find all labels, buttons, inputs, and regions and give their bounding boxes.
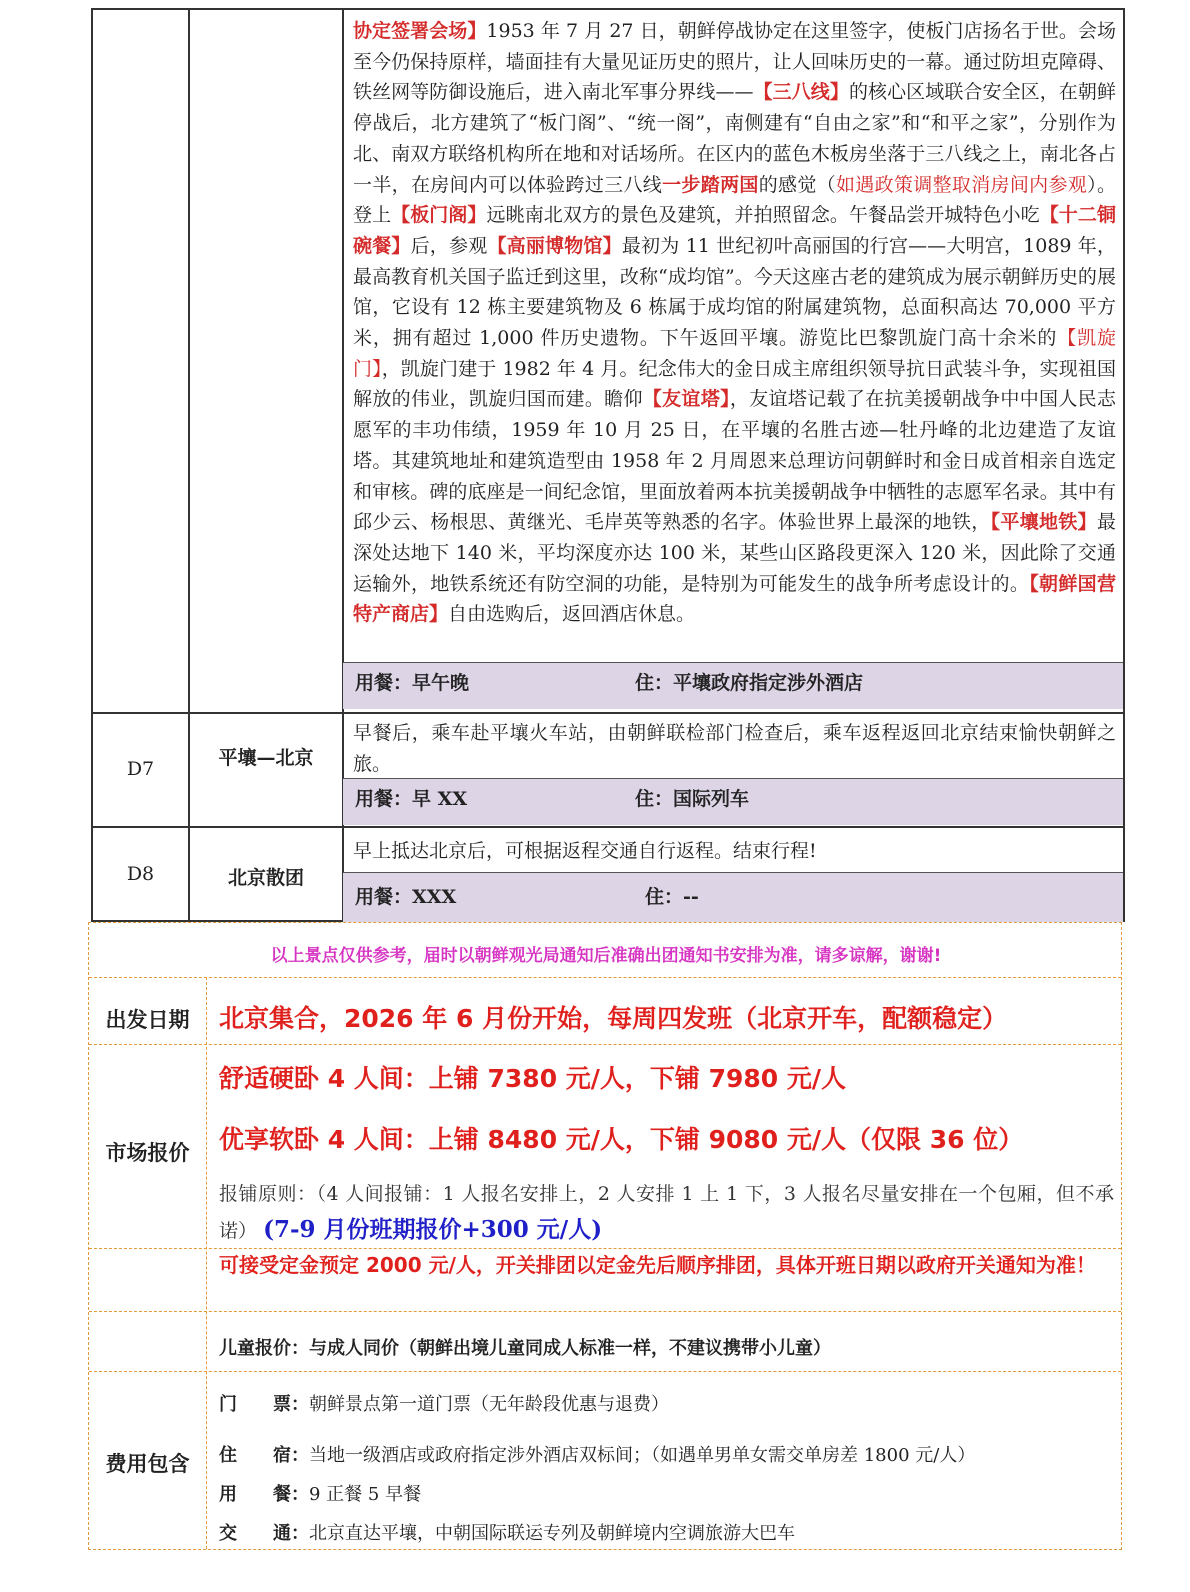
day7-label: D7 <box>126 758 155 780</box>
body-text: ，凯旋门建于 1982 年 4 月。纪念伟大的金日成主席组织领导抗日武装斗争，实现祖国解放的伟业，凯旋归国而建。瞻仰 <box>353 357 1116 411</box>
day7-meal: 用餐：早 XX <box>355 788 468 810</box>
day8-meal: 用餐：XXX <box>355 886 457 908</box>
market-price-label: 市场报价 <box>105 1140 190 1165</box>
highlight-text: 【朝鲜国营特产商店】 <box>353 572 1116 626</box>
berth-rule <box>219 1176 1114 1249</box>
day7-stay: 住：国际列车 <box>635 788 750 810</box>
day8-route: 北京散团 <box>227 867 304 889</box>
day7-description: 早餐后，乘车赴平壤火车站，由朝鲜联检部门检查后，乘车返程返回北京结束愉快朝鲜之旅。 <box>353 722 1116 775</box>
day8-stay: 住：-- <box>645 886 699 908</box>
body-text: 自由选购后，返回酒店休息。 <box>448 603 696 626</box>
day8-meal-bar <box>343 873 1123 922</box>
highlight-text: 【平壤地铁】 <box>990 511 1097 534</box>
includes-item-meals: 用 餐：9 正餐 5 早餐 <box>219 1484 422 1505</box>
day6-description <box>353 16 1116 630</box>
highlight-text: 如遇政策调整取消房间内参观 <box>835 173 1088 196</box>
highlight-text: 【三八线】 <box>753 81 849 104</box>
day6-meal: 用餐：早午晚 <box>355 672 470 694</box>
row-divider <box>89 1371 1121 1372</box>
column-divider <box>206 977 207 1549</box>
child-price: 儿童报价：与成人同价（朝鲜出境儿童同成人标准一样，不建议携带小儿童） <box>219 1338 831 1359</box>
reference-note: 以上景点仅供参考，届时以朝鲜观光局通知后准确出团通知书安排为准，请多谅解，谢谢! <box>270 946 942 966</box>
highlight-text: 协定签署会场】 <box>353 20 487 42</box>
includes-item-hotel: 住 宿：当地一级酒店或政府指定涉外酒店双标间；（如遇单男单女需交单房差 1800 元/人） <box>219 1445 976 1466</box>
departure-label: 出发日期 <box>105 1007 190 1032</box>
row-divider <box>89 1311 1121 1312</box>
berth-rule-text: 报铺原则：（4 人间报铺：1 人报名安排上，2 人安排 1 上 1 下，3 人报名尽量安排在一个包厢，但不承诺） <box>219 1183 1114 1242</box>
column-divider <box>188 10 190 920</box>
highlight-text: 【十二铜碗餐】 <box>353 204 1116 257</box>
day6-stay: 住：平壤政府指定涉外酒店 <box>635 672 864 694</box>
body-text: 的核心区域联合安全区，在朝鲜停战后，北方建筑了“板门阁”、“统一阁”，南侧建有“自由之家”和“和平之家”，分别作为北、南双方联络机构所在地和对话场所。在区内的蓝色木板房坐落于三八线之上，南北各占一半，在房间内可以体验跨过三八线 <box>353 81 1116 196</box>
price-hard-sleeper: 舒适硬卧 4 人间：上铺 7380 元/人，下铺 7980 元/人 <box>219 1064 847 1093</box>
highlight-text: 一步踏两国 <box>662 173 759 196</box>
body-text: ）。登上 <box>353 173 1116 227</box>
highlight-text: 【友谊塔】 <box>642 388 730 411</box>
itinerary-table <box>91 8 1125 922</box>
deposit-note: 可接受定金预定 2000 元/人，开关排团以定金先后顺序排团，具体开班日期以政府开关通知为准！ <box>219 1253 1096 1277</box>
departure-info: 北京集合，2026 年 6 月份开始，每周四发班（北京开车，配额稳定） <box>219 1004 1008 1033</box>
highlight-text: 【凯旋门】 <box>353 327 1116 380</box>
highlight-text: 【高丽博物馆】 <box>487 234 622 257</box>
row-divider <box>89 977 1121 978</box>
includes-item-ticket: 门 票：朝鲜景点第一道门票（无年龄段优惠与退费） <box>219 1394 669 1415</box>
pricing-table <box>88 922 1122 1550</box>
summer-surcharge: (7-9 月份班期报价+300 元/人) <box>263 1216 603 1243</box>
row-divider <box>89 1248 1121 1249</box>
day7-route: 平壤—北京 <box>218 747 314 769</box>
day6-meal-bar <box>343 663 1123 709</box>
body-text: 后，参观 <box>410 234 488 257</box>
price-soft-sleeper: 优享软卧 4 人间：上铺 8480 元/人，下铺 9080 元/人（仅限 36 位） <box>219 1125 1024 1154</box>
row-divider <box>93 826 1123 828</box>
row-divider <box>89 1044 1121 1045</box>
body-text: 最深处达地下 140 米，平均深度亦达 100 米，某些山区路段更深入 120 米，因此除了交通运输外，地铁系统还有防空洞的功能，是特别为可能发生的战争所考虑设计的。 <box>353 511 1116 595</box>
row-divider <box>93 712 1123 714</box>
highlight-text: 【板门阁】 <box>391 204 487 227</box>
body-text: 最初为 11 世纪初叶高丽国的行宫——大明宫，1089 年，最高教育机关国子监迁到这里，改称“成均馆”。今天这座古老的建筑成为展示朝鲜历史的展馆，它设有 12 栋主要建筑物及 6 栋属于成均馆的附属建筑物，总面积高达 70,000 平方米，拥有超过 1,000 件历史遗物。下午返回平壤。游览比巴黎凯旋门高十余米的 <box>353 234 1116 350</box>
includes-item-transport: 交 通：北京直达平壤，中朝国际联运专列及朝鲜境内空调旅游大巴车 <box>219 1523 795 1544</box>
body-text: 1953 年 7 月 27 日，朝鲜停战协定在这里签字，使板门店扬名于世。会场至今仍保持原样，墙面挂有大量见证历史的照片，让人回味历史的一幕。通过防坦克障碍、铁丝网等防御设施后，进入南北军事分界线—— <box>353 20 1116 104</box>
body-text: ，友谊塔记载了在抗美援朝战争中中国人民志愿军的丰功伟绩，1959 年 10 月 25 日，在平壤的名胜古迹—牡丹峰的北边建造了友谊塔。其建筑地址和建筑造型由 1958 年 2 月周恩来总理访问朝鲜时和金日成首相亲自选定和审核。碑的底座是一间纪念馆，里面放着两本抗美援朝战争中牺牲的志愿军名录。其中有邱少云、杨根思、黄继光、毛岸英等熟悉的名字。体验世界上最深的地铁， <box>353 388 1116 534</box>
body-text: 远眺南北双方的景色及建筑，并拍照留念。午餐品尝开城特色小吃 <box>486 204 1040 227</box>
body-text: 的感觉（ <box>758 173 836 196</box>
day7-meal-bar <box>343 779 1123 825</box>
day8-description: 早上抵达北京后，可根据返程交通自行返程。结束行程! <box>353 840 817 862</box>
day8-label: D8 <box>126 863 155 885</box>
includes-label: 费用包含 <box>105 1451 190 1476</box>
